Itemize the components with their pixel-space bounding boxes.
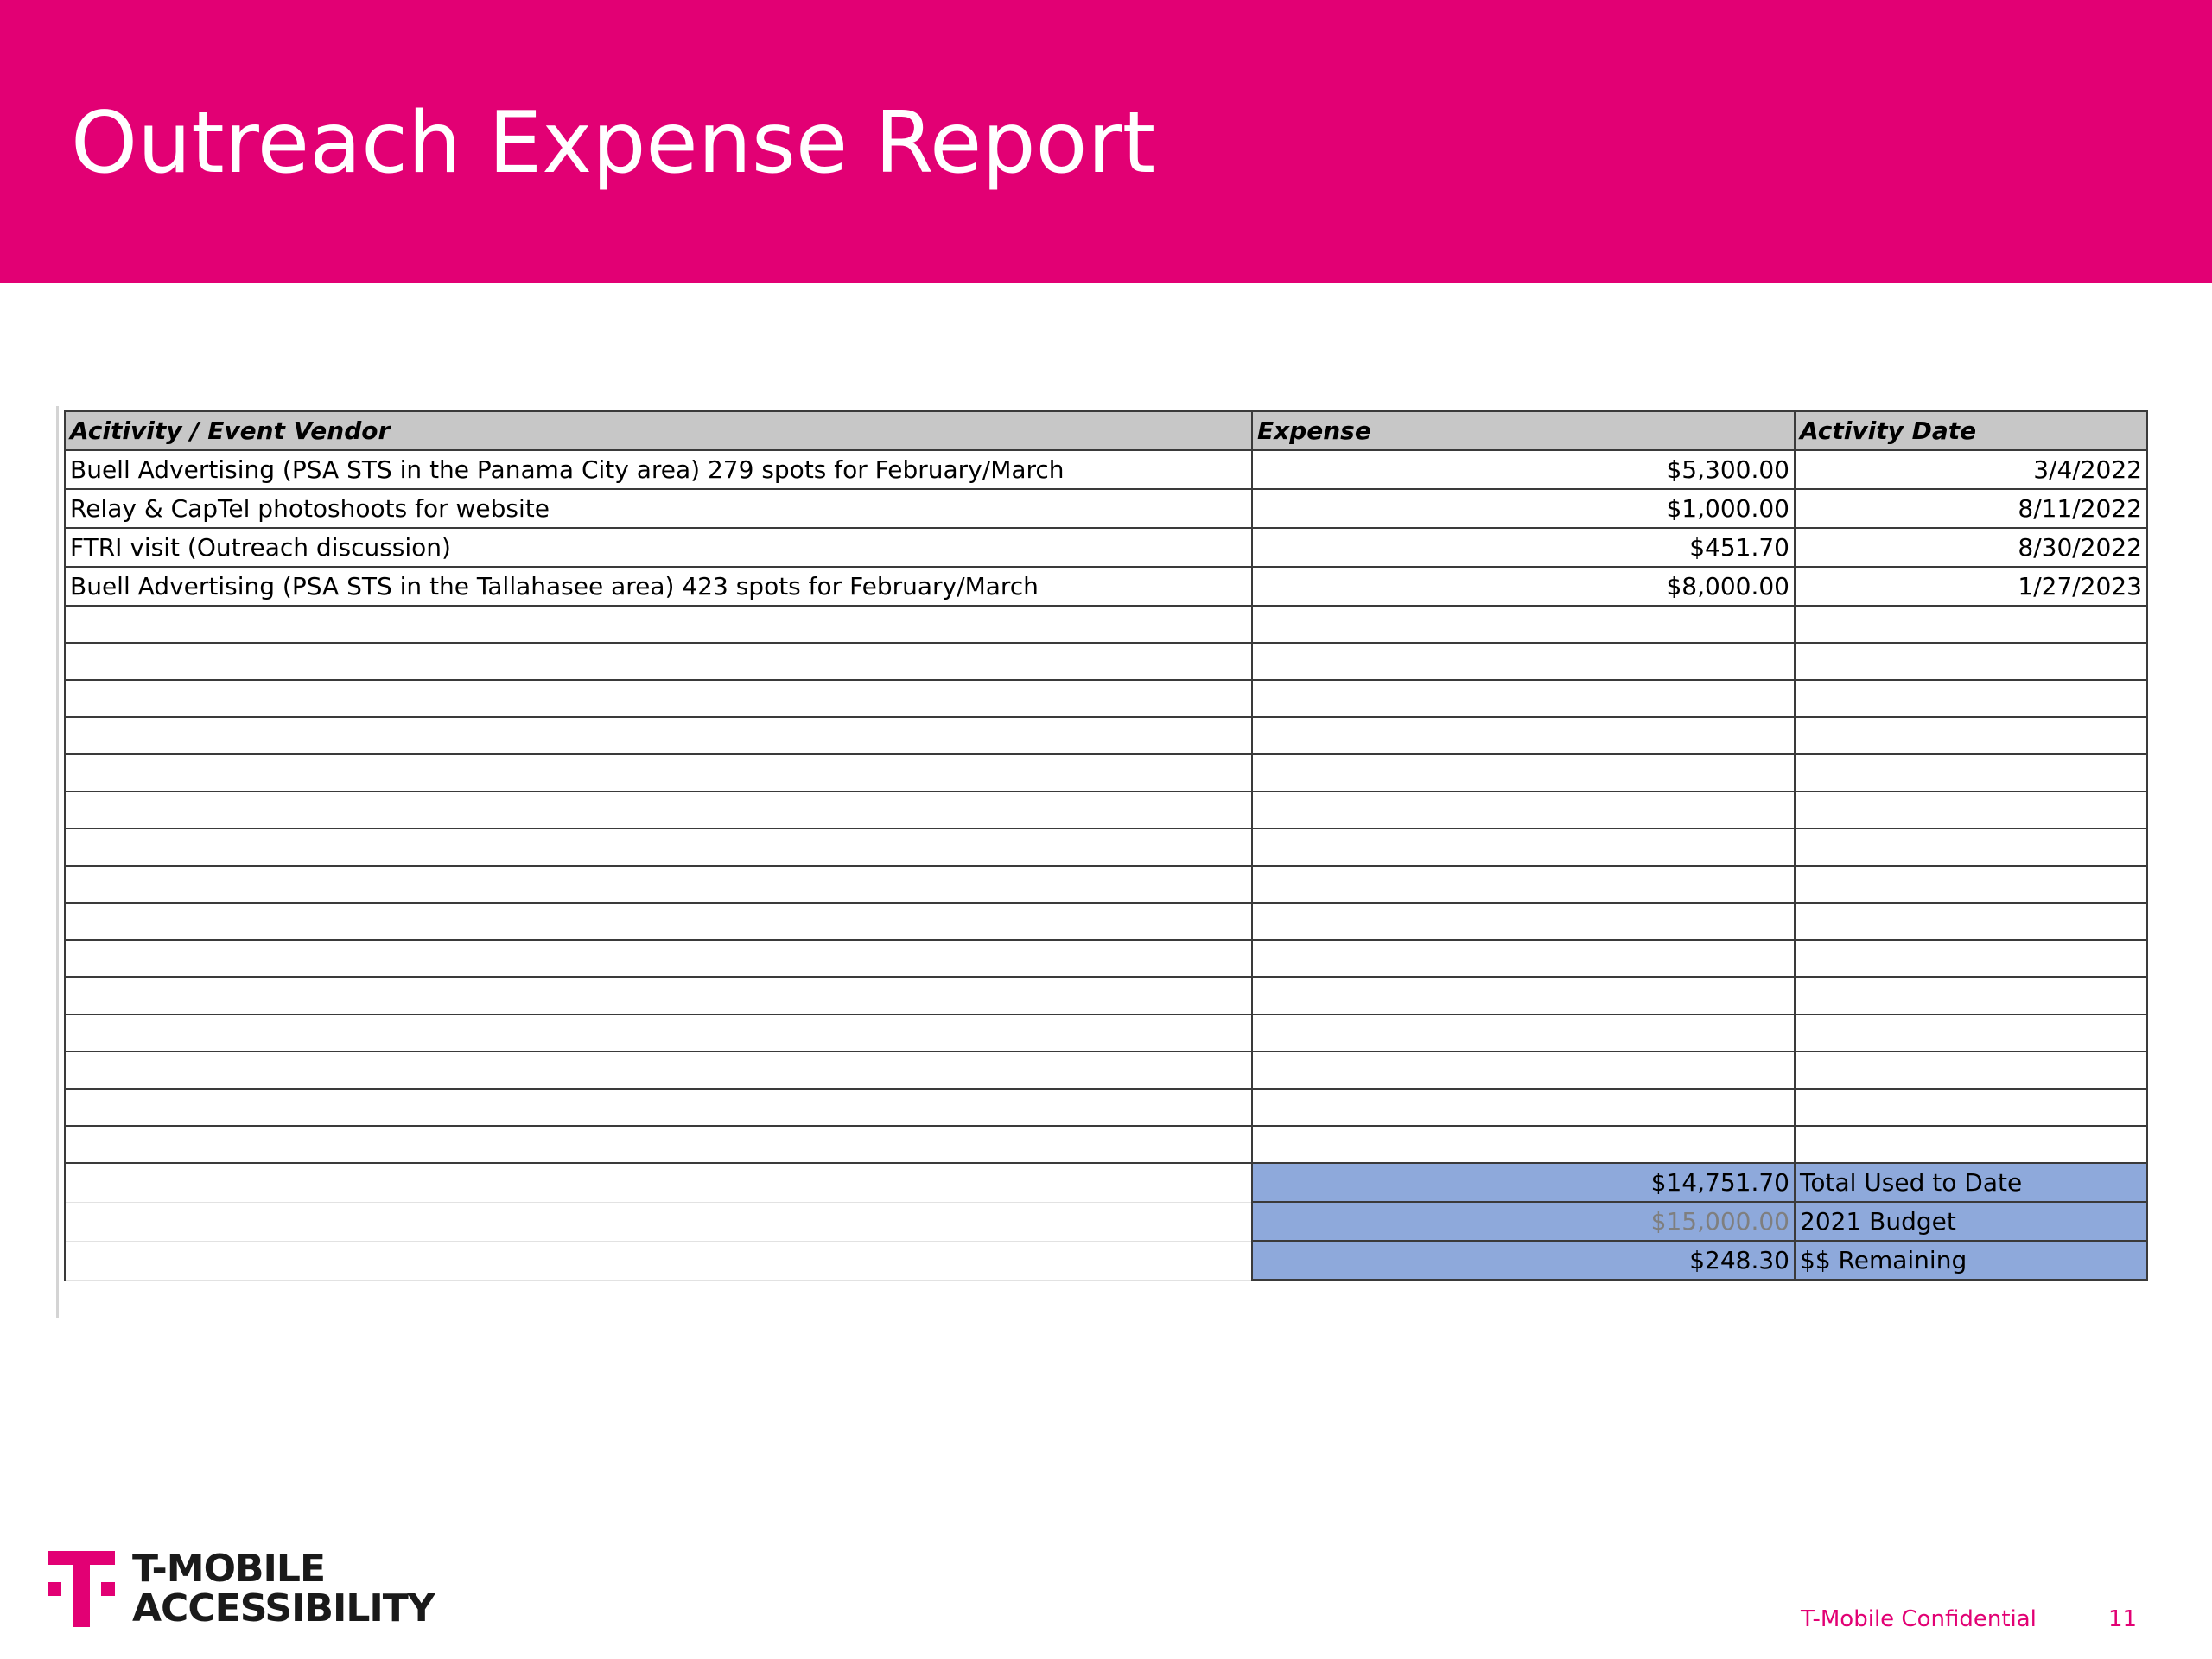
empty-cell (1252, 680, 1795, 717)
title-banner (0, 0, 2212, 283)
expense-cell: $8,000.00 (1252, 567, 1795, 606)
expense-sheet (56, 406, 2152, 1318)
empty-cell (1795, 643, 2147, 680)
empty-cell (65, 1126, 1252, 1163)
empty-table-row (65, 977, 2147, 1014)
empty-cell (1252, 717, 1795, 754)
empty-cell (1795, 606, 2147, 643)
empty-cell (1252, 940, 1795, 977)
empty-cell (1795, 1126, 2147, 1163)
empty-cell (65, 866, 1252, 903)
empty-cell (65, 754, 1252, 791)
empty-table-row (65, 1052, 2147, 1089)
empty-cell (1795, 791, 2147, 829)
empty-cell (1252, 1126, 1795, 1163)
empty-cell (1252, 829, 1795, 866)
empty-cell (1795, 754, 2147, 791)
empty-table-row (65, 940, 2147, 977)
table-row (65, 528, 2147, 567)
empty-cell (1795, 680, 2147, 717)
empty-table-row (65, 829, 2147, 866)
table-row (65, 567, 2147, 606)
empty-cell (65, 791, 1252, 829)
expense-cell: $5,300.00 (1252, 450, 1795, 489)
empty-table-row (65, 866, 2147, 903)
empty-cell (1795, 1014, 2147, 1052)
summary-row-total (65, 1163, 2147, 1202)
budget-amount: $15,000.00 (1252, 1202, 1795, 1241)
expense-table (64, 410, 2148, 1281)
date-cell: 8/30/2022 (1795, 528, 2147, 567)
empty-table-row (65, 1089, 2147, 1126)
slide-title: Outreach Expense Report (71, 94, 1156, 193)
empty-cell (1252, 754, 1795, 791)
empty-table-row (65, 717, 2147, 754)
empty-cell (65, 903, 1252, 940)
blank-cell (65, 1202, 1252, 1241)
confidential-label: T-Mobile Confidential (1801, 1606, 2037, 1632)
empty-cell (1252, 1052, 1795, 1089)
table-header-row (65, 411, 2147, 450)
empty-table-row (65, 643, 2147, 680)
empty-cell (1252, 1014, 1795, 1052)
empty-cell (1795, 1052, 2147, 1089)
empty-cell (65, 717, 1252, 754)
empty-cell (1252, 866, 1795, 903)
empty-cell (1795, 1089, 2147, 1126)
sheet-gridline (56, 406, 59, 1318)
empty-cell (1252, 643, 1795, 680)
summary-row-budget (65, 1202, 2147, 1241)
empty-cell (1795, 717, 2147, 754)
t-mobile-logo-icon (48, 1551, 115, 1627)
date-cell: 1/27/2023 (1795, 567, 2147, 606)
empty-cell (65, 940, 1252, 977)
t-mobile-accessibility-logo (48, 1549, 445, 1631)
empty-table-row (65, 1014, 2147, 1052)
empty-cell (1252, 1089, 1795, 1126)
vendor-cell: FTRI visit (Outreach discussion) (65, 528, 1252, 567)
remaining-amount: $248.30 (1252, 1241, 1795, 1280)
empty-cell (65, 1014, 1252, 1052)
vendor-cell: Buell Advertising (PSA STS in the Tallahasee area) 423 spots for February/March (65, 567, 1252, 606)
empty-cell (1252, 606, 1795, 643)
remaining-label: $$ Remaining (1795, 1241, 2147, 1280)
summary-row-remaining (65, 1241, 2147, 1280)
empty-cell (65, 829, 1252, 866)
empty-table-row (65, 1126, 2147, 1163)
date-cell: 3/4/2022 (1795, 450, 2147, 489)
empty-table-row (65, 791, 2147, 829)
empty-cell (1795, 866, 2147, 903)
logo-wordmark (132, 1549, 435, 1629)
vendor-cell: Buell Advertising (PSA STS in the Panama City area) 279 spots for February/March (65, 450, 1252, 489)
expense-cell: $1,000.00 (1252, 489, 1795, 528)
empty-cell (1252, 903, 1795, 940)
header-date: Activity Date (1795, 411, 2147, 450)
expense-cell: $451.70 (1252, 528, 1795, 567)
vendor-cell: Relay & CapTel photoshoots for website (65, 489, 1252, 528)
date-cell: 8/11/2022 (1795, 489, 2147, 528)
table-row (65, 489, 2147, 528)
empty-cell (65, 1089, 1252, 1126)
blank-cell (65, 1241, 1252, 1280)
empty-cell (1252, 791, 1795, 829)
logo-line-1: T-MOBILE (132, 1547, 325, 1591)
empty-cell (1252, 977, 1795, 1014)
logo-line-2: ACCESSIBILITY (132, 1586, 435, 1630)
budget-label: 2021 Budget (1795, 1202, 2147, 1241)
table-row (65, 450, 2147, 489)
empty-cell (1795, 940, 2147, 977)
empty-cell (65, 680, 1252, 717)
empty-table-row (65, 680, 2147, 717)
total-used-amount: $14,751.70 (1252, 1163, 1795, 1202)
header-vendor: Acitivity / Event Vendor (65, 411, 1252, 450)
empty-cell (1795, 977, 2147, 1014)
header-expense: Expense (1252, 411, 1795, 450)
blank-cell (65, 1163, 1252, 1202)
page-number: 11 (2108, 1606, 2138, 1632)
empty-table-row (65, 903, 2147, 940)
total-used-label: Total Used to Date (1795, 1163, 2147, 1202)
empty-cell (65, 1052, 1252, 1089)
empty-table-row (65, 754, 2147, 791)
empty-cell (1795, 903, 2147, 940)
empty-cell (65, 643, 1252, 680)
empty-table-row (65, 606, 2147, 643)
empty-cell (65, 977, 1252, 1014)
empty-cell (65, 606, 1252, 643)
empty-cell (1795, 829, 2147, 866)
